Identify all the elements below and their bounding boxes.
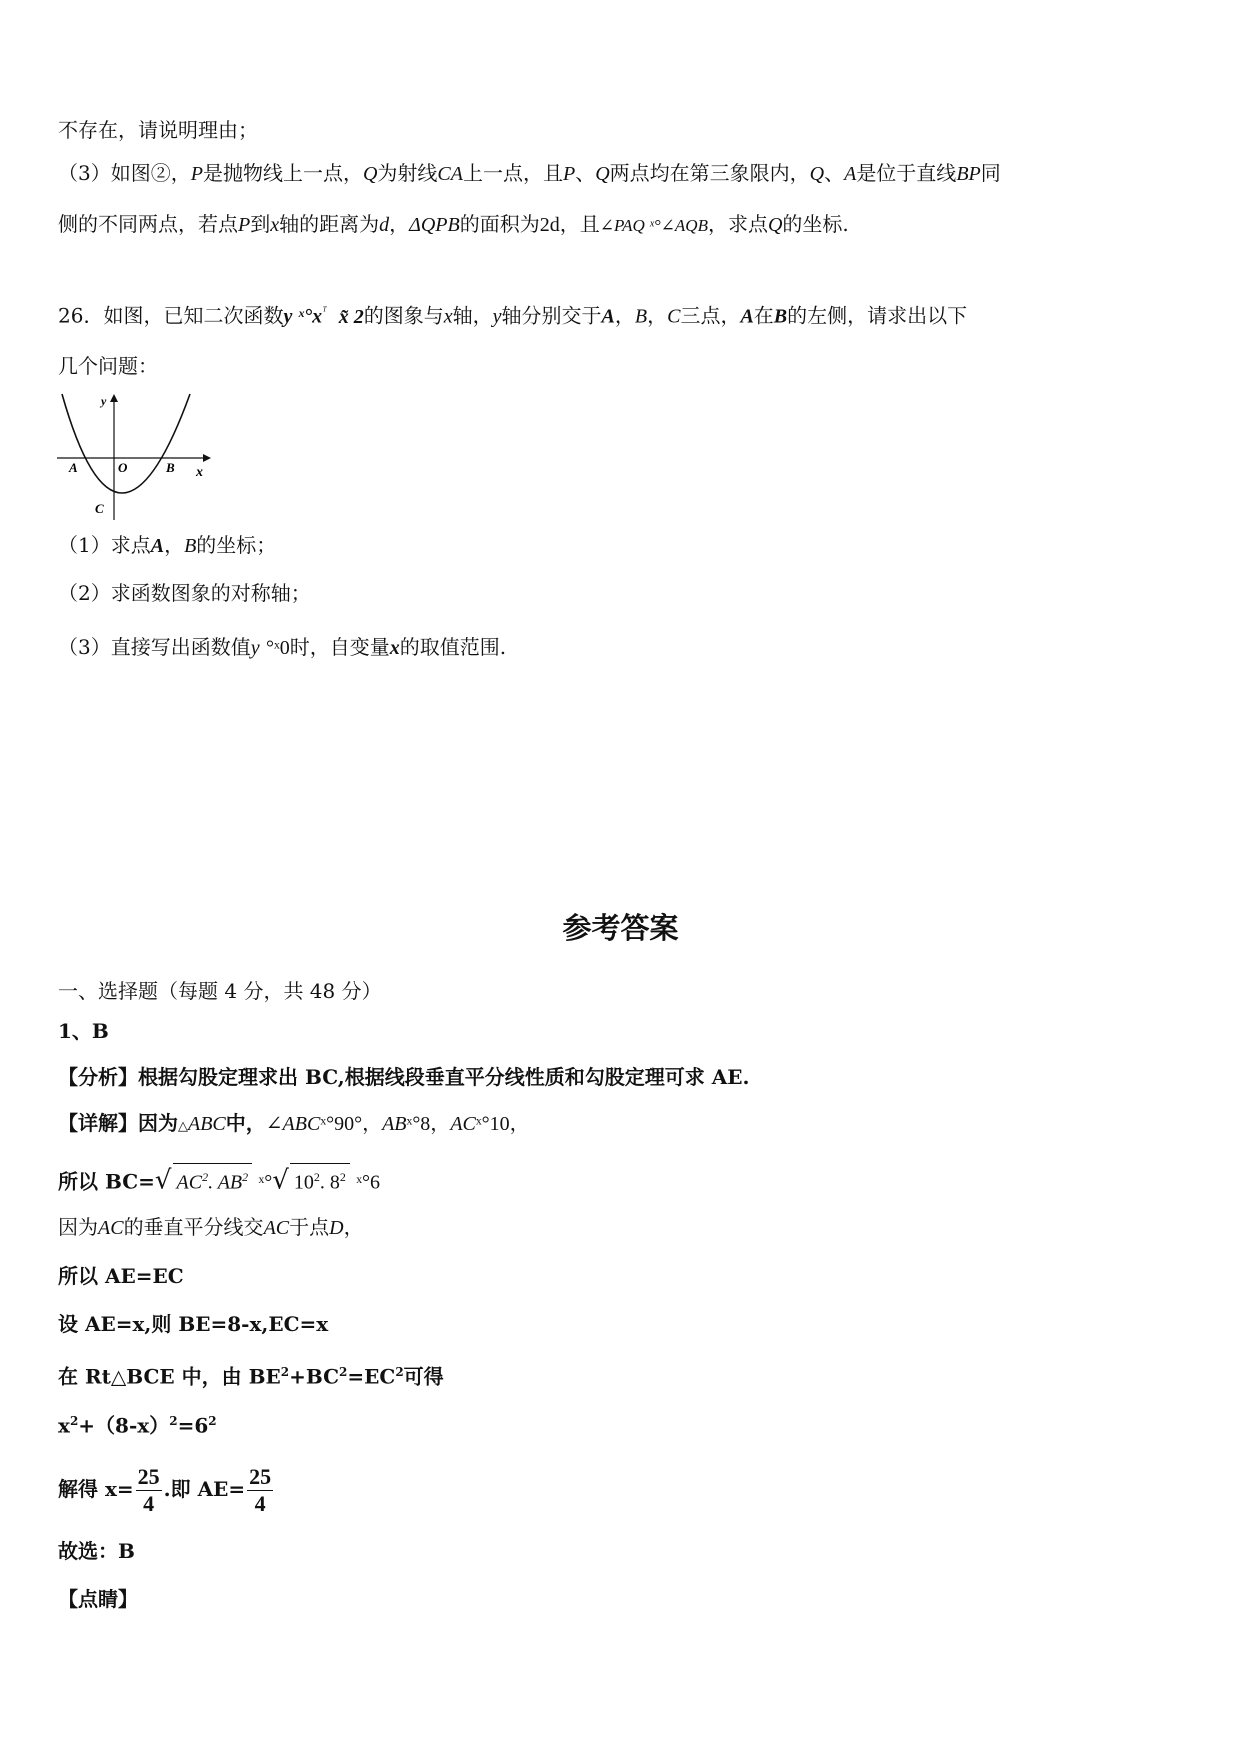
text: ， <box>614 303 635 328</box>
text: .即 AE= <box>163 1477 246 1501</box>
math-D: D <box>329 1217 344 1239</box>
text: 的面积为 <box>459 212 540 236</box>
radicand-1 <box>173 1163 253 1196</box>
text: =6 <box>177 1413 209 1438</box>
rt-triangle <box>58 1359 444 1390</box>
math-A: A <box>150 535 165 557</box>
math-AC: AC <box>98 1217 124 1239</box>
text: 的左侧，请求出以下 <box>787 303 968 328</box>
math-Q: Q <box>595 163 610 185</box>
math-func: y ˣ°x <box>283 305 323 328</box>
q25-part3-line2 <box>58 211 849 239</box>
sup: 2 <box>280 1365 290 1379</box>
label-O: O <box>118 460 128 475</box>
perp-bisector <box>58 1214 364 1241</box>
text: =EC <box>347 1364 396 1389</box>
q26-sub1 <box>58 532 276 559</box>
math-AC: AC <box>263 1217 290 1239</box>
text: 到 <box>250 212 271 236</box>
math-B: B <box>634 305 648 328</box>
text: 是位于直线 <box>856 161 957 185</box>
sqrt-icon: √ <box>154 1165 172 1196</box>
text: 因为 <box>58 1215 98 1239</box>
text: 、 <box>575 161 596 185</box>
text: 的图象与 <box>363 303 444 328</box>
numerator: 25 <box>137 1464 160 1489</box>
math-y: y <box>250 637 260 659</box>
text: 、 <box>824 161 845 185</box>
text: ，求点 <box>707 212 768 236</box>
text: 中， <box>225 1111 266 1135</box>
text: （2）求函数图象的对称轴； <box>58 581 311 605</box>
sup: 2 <box>202 1170 209 1184</box>
text: 几个问题： <box>58 354 158 378</box>
text: 10 <box>293 1171 314 1194</box>
comment <box>58 1586 138 1612</box>
text: 的坐标. <box>782 212 849 236</box>
math-B: B <box>773 305 788 328</box>
q26-sub2 <box>58 580 311 606</box>
q25-part3-line1 <box>58 160 1001 187</box>
math-A: A <box>601 305 615 328</box>
math-P: P <box>190 163 203 185</box>
text: 轴的距离为 <box>279 212 380 236</box>
text: x <box>58 1413 70 1438</box>
math-CA: CA <box>437 163 463 185</box>
label-A: A <box>69 460 78 475</box>
text: 两点均在第三象限内， <box>609 161 810 185</box>
sup: 2 <box>339 1365 348 1379</box>
sup: 2 <box>395 1365 404 1379</box>
math-x: x <box>443 305 453 328</box>
math-A: A <box>844 163 857 185</box>
text: ˣ° <box>258 1171 273 1194</box>
parabola-curve <box>62 394 190 493</box>
q25-line1 <box>58 117 258 143</box>
text: ˣ°8， <box>406 1113 451 1135</box>
text: AC <box>176 1171 203 1194</box>
text: 的取值范围. <box>399 635 507 659</box>
text: ， <box>389 212 410 236</box>
math-d: d <box>379 214 390 236</box>
math-sup: ᵀ <box>322 304 327 318</box>
text: 是抛物线上一点， <box>202 161 363 185</box>
q26-stem <box>58 298 967 330</box>
text: 故选：B <box>58 1539 135 1563</box>
choose <box>58 1538 135 1564</box>
denominator: 4 <box>254 1491 266 1516</box>
text: °ˣ0时，自变量 <box>265 637 390 659</box>
sup: 2 <box>242 1170 249 1184</box>
text: ，且 <box>559 212 600 236</box>
math-x: x <box>389 637 400 659</box>
math-Q: Q <box>767 214 783 236</box>
math-C: C <box>667 305 681 328</box>
text: 三点， <box>680 303 741 328</box>
text: （3）如图②， <box>58 161 191 185</box>
text: 轴分别交于 <box>501 303 602 328</box>
fraction <box>136 1464 162 1517</box>
text: ˣ°90°， <box>320 1113 383 1135</box>
text: 【分析】根据勾股定理求出 BC,根据线段垂直平分线性质和勾股定理可求 AE. <box>58 1065 750 1089</box>
text: +（8-x） <box>78 1413 170 1438</box>
math-angle: ∠ABC <box>265 1113 321 1135</box>
text: 的坐标； <box>196 533 277 557</box>
set-ae <box>58 1311 328 1337</box>
text: 在 Rt△BCE 中，由 BE <box>58 1364 281 1389</box>
math-P: P <box>562 163 576 185</box>
text: （1）求点 <box>58 533 151 557</box>
math-y: y <box>492 305 502 328</box>
q26-sub3 <box>58 634 506 661</box>
triangle-icon: △ <box>178 1119 188 1134</box>
text: 所以 BC= <box>58 1169 155 1194</box>
bc-computation <box>58 1163 380 1196</box>
ae-ec <box>58 1263 184 1289</box>
sup: 2 <box>208 1414 217 1428</box>
solve <box>58 1464 275 1517</box>
math-BP: BP <box>956 163 981 185</box>
text: ， <box>647 303 668 328</box>
radicand-2 <box>290 1163 350 1196</box>
answers-title: 参考答案 <box>562 911 679 945</box>
label-B: B <box>166 460 175 475</box>
text: 上一点，且 <box>462 161 563 185</box>
parabola-figure <box>55 392 215 522</box>
analysis <box>58 1064 749 1090</box>
sup: 2 <box>339 1170 346 1184</box>
sup: 2 <box>313 1170 320 1184</box>
numerator: 25 <box>249 1464 272 1489</box>
text: 于点 <box>289 1215 330 1239</box>
text: 26．如图，已知二次函数 <box>58 303 284 328</box>
label-C: C <box>95 501 104 516</box>
math-func2: x̃ 2 <box>338 305 364 328</box>
text: 为射线 <box>377 161 438 185</box>
text: ˣ°6 <box>356 1171 380 1194</box>
sup: 2 <box>69 1414 79 1428</box>
text: 一、选择题（每题 4 分，共 48 分） <box>58 979 382 1003</box>
denominator: 4 <box>143 1491 155 1516</box>
answers-section <box>58 978 382 1004</box>
answer-item-1 <box>58 1018 109 1044</box>
text: 1、B <box>58 1019 109 1043</box>
q26-stem-line2 <box>58 353 158 379</box>
sqrt-icon: √ <box>272 1165 289 1196</box>
text: ˣ°10， <box>475 1113 530 1135</box>
text: . AB <box>208 1171 243 1194</box>
detail <box>58 1110 530 1140</box>
text: ， <box>343 1215 364 1239</box>
text: 侧的不同两点，若点 <box>58 212 238 236</box>
text: 【详解】因为 <box>58 1111 178 1135</box>
text: 设 AE=x,则 BE=8-x,EC=x <box>58 1312 329 1336</box>
label-x: x <box>196 465 203 480</box>
text: 解得 x= <box>58 1477 134 1501</box>
text: 所以 AE=EC <box>58 1264 184 1288</box>
text: +BC <box>289 1364 340 1389</box>
math-angle: ∠PAQ ˣ°∠AQB <box>599 216 708 235</box>
text: . 8 <box>319 1171 340 1194</box>
math-Q: Q <box>362 163 378 185</box>
text: 轴， <box>452 303 493 328</box>
math-B: B <box>184 535 197 557</box>
text: 在 <box>753 303 774 328</box>
equation <box>58 1408 217 1439</box>
text: 同 <box>980 161 1001 185</box>
math-x: x <box>270 214 280 236</box>
text: 【点睛】 <box>58 1587 138 1611</box>
x-axis-arrow <box>203 454 211 462</box>
text: 的垂直平分线交 <box>123 1215 264 1239</box>
y-axis-arrow <box>110 394 118 402</box>
math-ABC: ABC <box>188 1113 226 1135</box>
label-y: y <box>101 394 107 408</box>
math-AC: AC <box>450 1113 476 1135</box>
math-QPB: ΔQPB <box>409 214 460 236</box>
fraction <box>247 1464 273 1517</box>
text: （3）直接写出函数值 <box>58 635 251 659</box>
math-P: P <box>238 214 251 236</box>
sup: 2 <box>169 1414 178 1428</box>
math-2d: 2d <box>539 214 560 236</box>
math-A: A <box>740 305 754 328</box>
math-Q: Q <box>809 163 825 185</box>
text: 可得 <box>403 1364 444 1389</box>
text: ， <box>164 533 185 557</box>
math-AB: AB <box>382 1113 407 1135</box>
text: 不存在，请说明理由； <box>58 118 258 142</box>
